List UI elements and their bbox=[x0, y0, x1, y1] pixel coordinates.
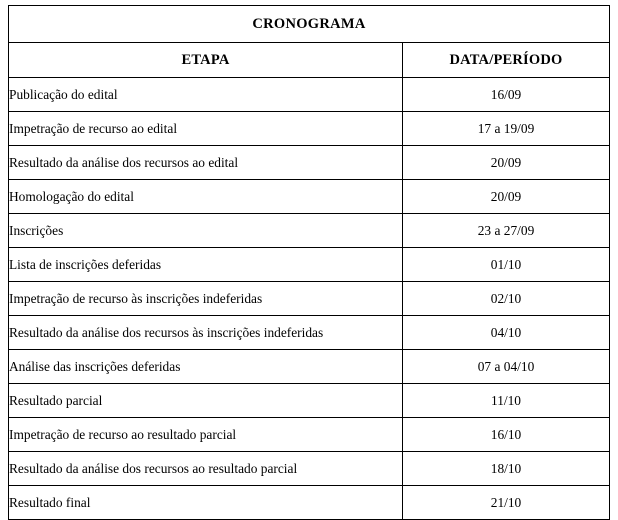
row-data: 20/09 bbox=[403, 180, 610, 214]
row-etapa: Resultado parcial bbox=[9, 384, 403, 418]
row-data: 11/10 bbox=[403, 384, 610, 418]
table-row bbox=[9, 282, 610, 316]
row-etapa: Homologação do edital bbox=[9, 180, 403, 214]
table-row bbox=[9, 78, 610, 112]
table-row bbox=[9, 350, 610, 384]
row-data: 16/10 bbox=[403, 418, 610, 452]
row-etapa: Resultado da análise dos recursos ao edital bbox=[9, 146, 403, 180]
row-data: 01/10 bbox=[403, 248, 610, 282]
row-data: 16/09 bbox=[403, 78, 610, 112]
row-data: 23 a 27/09 bbox=[403, 214, 610, 248]
row-etapa: Impetração de recurso ao edital bbox=[9, 112, 403, 146]
row-data: 04/10 bbox=[403, 316, 610, 350]
column-header-etapa: ETAPA bbox=[9, 43, 403, 78]
table-title-row bbox=[9, 6, 610, 43]
table-row bbox=[9, 214, 610, 248]
row-data: 17 a 19/09 bbox=[403, 112, 610, 146]
row-etapa: Resultado da análise dos recursos ao resultado parcial bbox=[9, 452, 403, 486]
row-data: 18/10 bbox=[403, 452, 610, 486]
row-data: 21/10 bbox=[403, 486, 610, 520]
row-data: 07 a 04/10 bbox=[403, 350, 610, 384]
column-header-data: DATA/PERÍODO bbox=[403, 43, 610, 78]
table-row bbox=[9, 180, 610, 214]
table-body bbox=[9, 6, 610, 520]
row-etapa: Resultado da análise dos recursos às inscrições indeferidas bbox=[9, 316, 403, 350]
row-etapa: Análise das inscrições deferidas bbox=[9, 350, 403, 384]
table-row bbox=[9, 146, 610, 180]
row-etapa: Lista de inscrições deferidas bbox=[9, 248, 403, 282]
table-title: CRONOGRAMA bbox=[9, 6, 610, 43]
table-row bbox=[9, 112, 610, 146]
table-row bbox=[9, 248, 610, 282]
row-etapa: Impetração de recurso às inscrições indeferidas bbox=[9, 282, 403, 316]
row-etapa: Resultado final bbox=[9, 486, 403, 520]
table-row bbox=[9, 486, 610, 520]
row-etapa: Publicação do edital bbox=[9, 78, 403, 112]
table-row bbox=[9, 316, 610, 350]
table-header-row bbox=[9, 43, 610, 78]
schedule-table bbox=[8, 5, 610, 520]
row-data: 02/10 bbox=[403, 282, 610, 316]
row-data: 20/09 bbox=[403, 146, 610, 180]
row-etapa: Inscrições bbox=[9, 214, 403, 248]
table-row bbox=[9, 384, 610, 418]
table-row bbox=[9, 452, 610, 486]
row-etapa: Impetração de recurso ao resultado parcial bbox=[9, 418, 403, 452]
table-row bbox=[9, 418, 610, 452]
